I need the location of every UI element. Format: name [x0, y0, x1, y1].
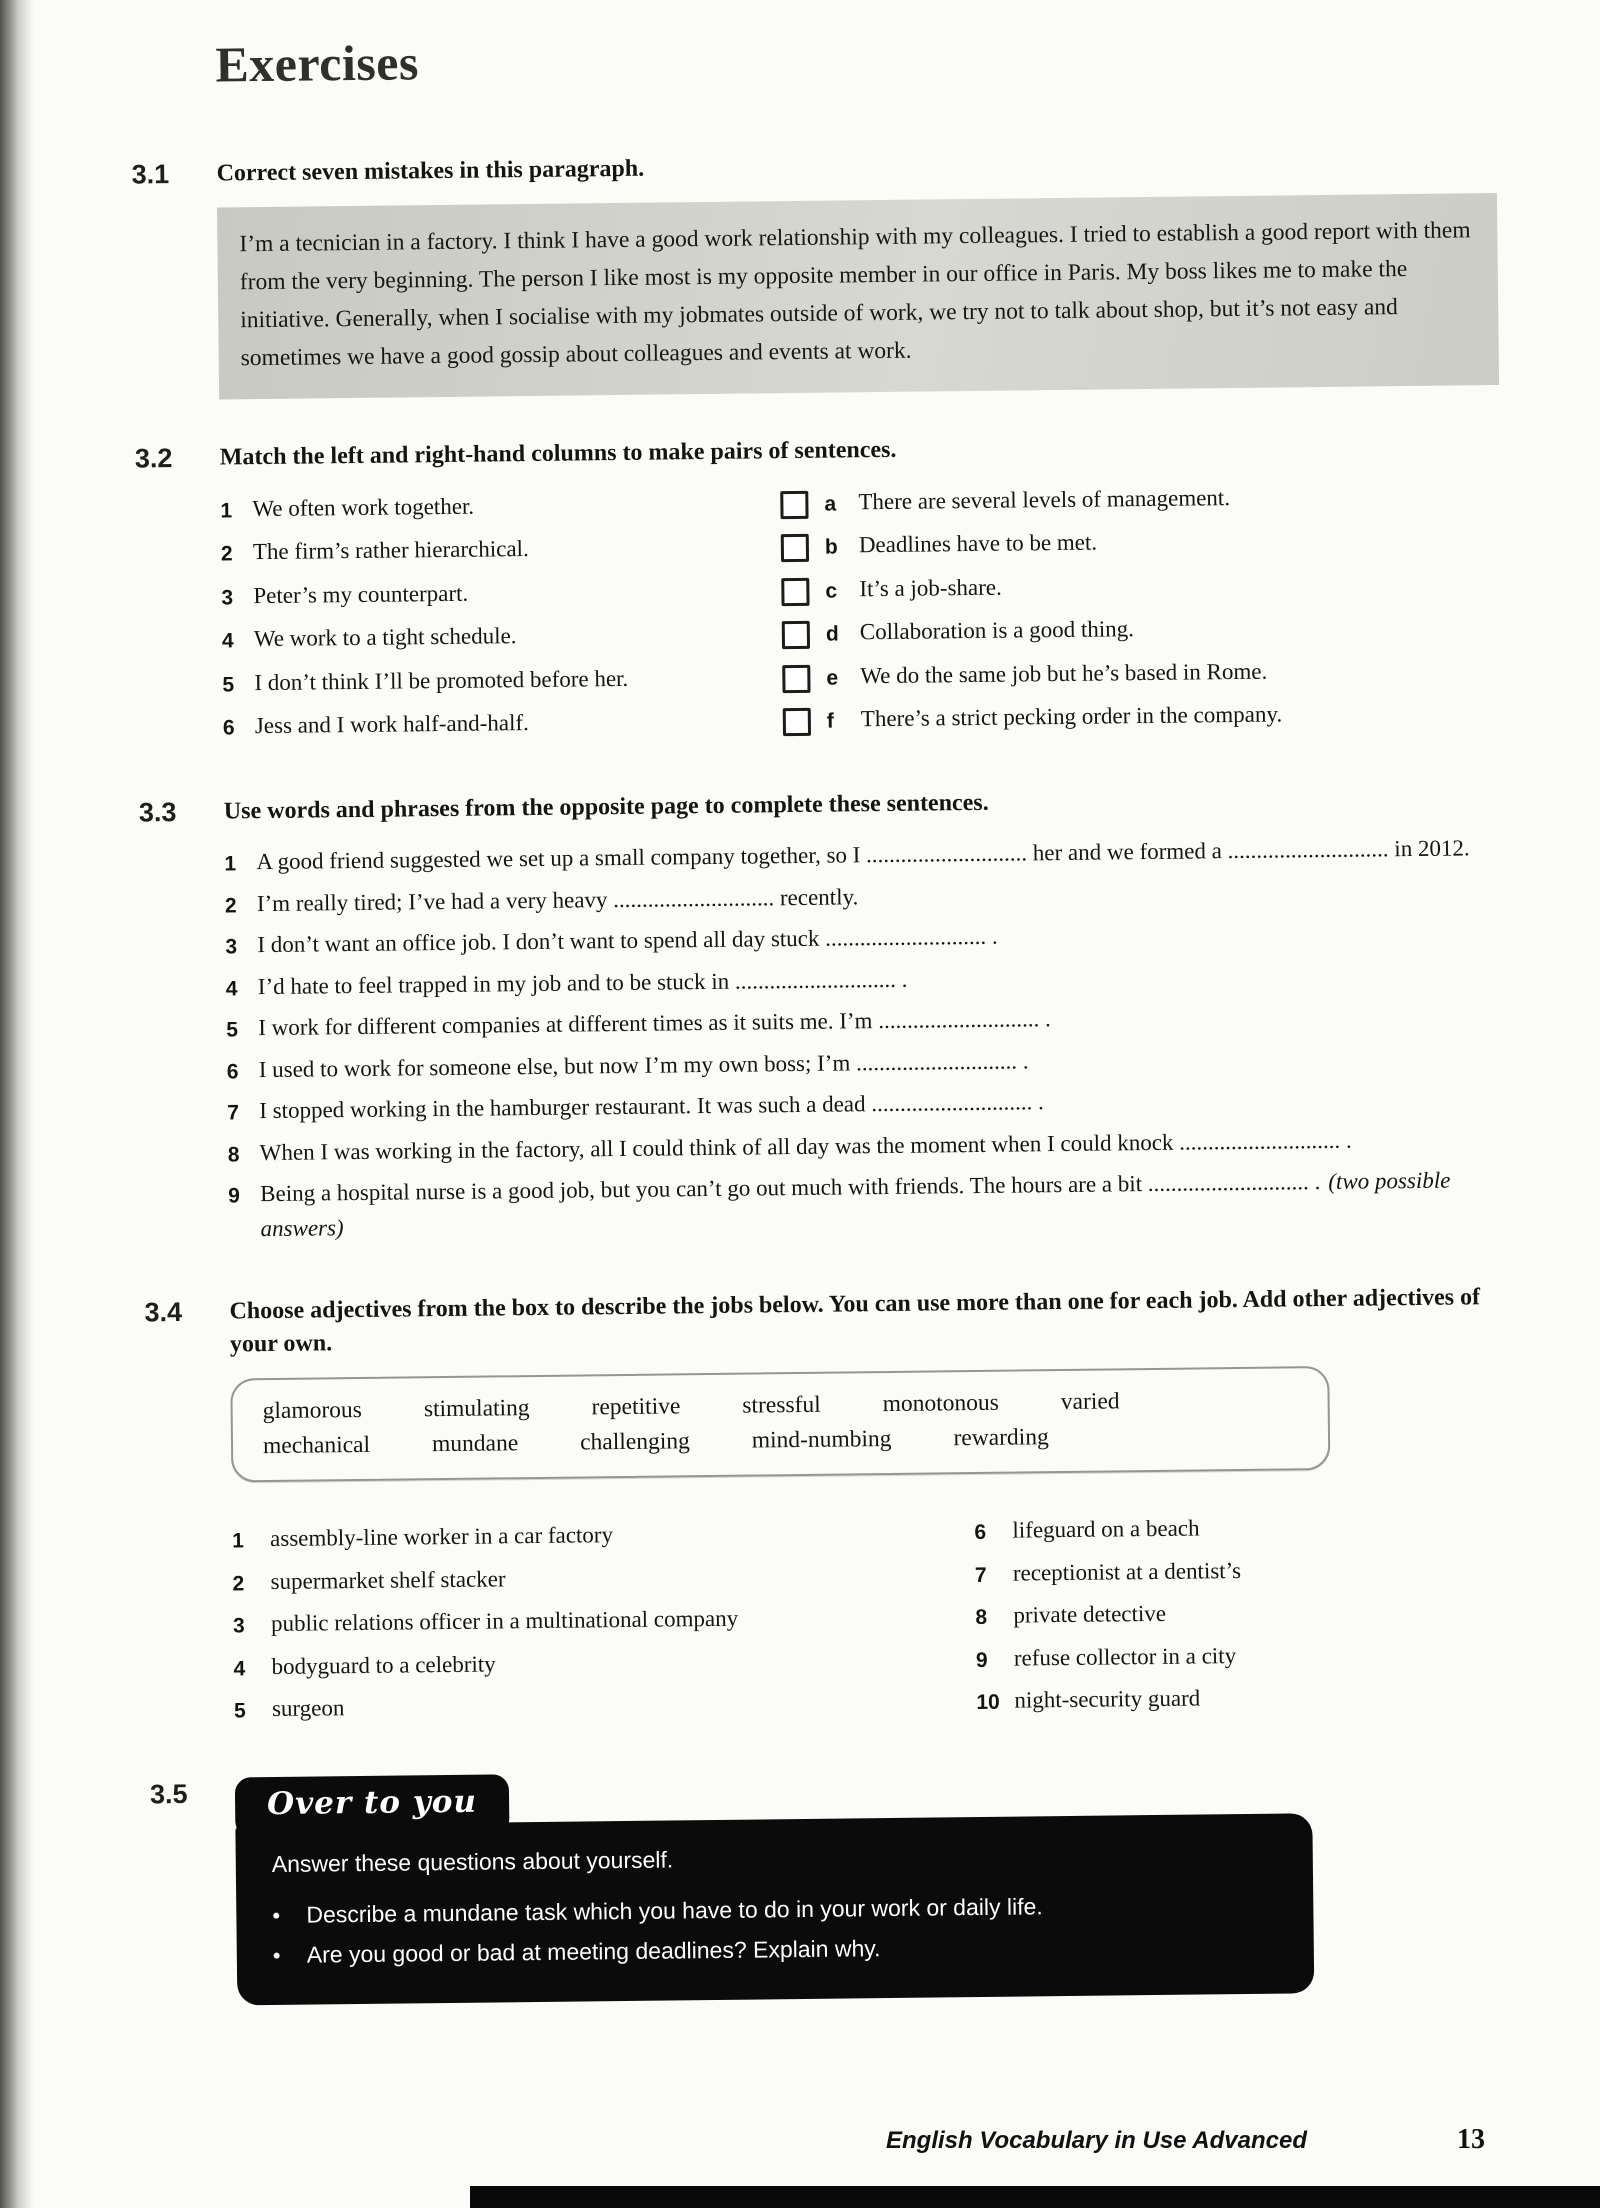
exercise-instruction: Correct seven mistakes in this paragraph. [216, 155, 645, 187]
item-number: 3 [221, 586, 234, 610]
match-left-item [220, 486, 765, 527]
mistakes-paragraph: I’m a tecnician in a factory. I think I have a good work relationship with my colleagues. I tried to establish a good report with them from the very beginning. The person I like most is my opposite member in our office in Paris. My boss likes me to make the initiative. Generally, when I socialise with my jobmates outside of work, we try not to talk about shop, but it’s not easy and sometimes we have a good gossip about colleagues and events at work. [217, 193, 1499, 400]
match-right-item [782, 652, 1502, 695]
fill-in-item [225, 873, 1505, 922]
fill-in-item [224, 831, 1504, 880]
job-item [233, 1642, 976, 1685]
item-number: 1 [224, 852, 237, 876]
item-number: 4 [225, 977, 238, 1001]
item-text: I don’t want an office job. I don’t want to spend all day stuck ............................ . [257, 923, 998, 958]
exercise-number: 3.5 [149, 1778, 188, 1810]
page-title: Exercises [215, 34, 420, 93]
fill-in-item [225, 914, 1505, 963]
item-number: 2 [232, 1572, 245, 1596]
item-text: Deadlines have to be met. [858, 529, 1098, 558]
item-number: 5 [226, 1018, 239, 1042]
item-text: There are several levels of management. [858, 484, 1231, 515]
item-number: 5 [222, 673, 235, 697]
bullet-text: Are you good or bad at meeting deadlines? Explain why. [306, 1935, 881, 1969]
exercise-number: 3.4 [144, 1297, 183, 1328]
exercise-3-3 [139, 781, 1509, 1255]
item-text: I’d hate to feel trapped in my job and to be stuck in ............................ . [257, 966, 908, 999]
over-to-you-intro: Answer these questions about yourself. [271, 1846, 674, 1878]
answer-checkbox [782, 665, 810, 693]
item-text: I stopped working in the hamburger restaurant. It was such a dead ............................ . [259, 1089, 1044, 1124]
job-item [234, 1684, 977, 1727]
item-text: I work for different companies at different times as it suits me. I’m ............................ . [258, 1006, 1051, 1041]
item-number: 6 [974, 1521, 987, 1545]
item-text: The firm’s rather hierarchical. [252, 536, 529, 565]
job-item [976, 1636, 1514, 1677]
answer-checkbox [781, 578, 809, 606]
item-text: public relations officer in a multinational company [270, 1606, 739, 1637]
item-text: lifeguard on a beach [1012, 1515, 1200, 1544]
item-text: When I was working in the factory, all I could think of all day was the moment when I could knock ............................ . [259, 1127, 1352, 1165]
adjective: challenging [580, 1428, 690, 1456]
item-letter: d [825, 622, 839, 646]
page-footer [886, 2124, 1485, 2156]
item-letter: b [824, 535, 838, 559]
match-left-column [220, 486, 768, 753]
job-item [974, 1508, 1512, 1549]
match-left-item [221, 530, 766, 571]
fill-in-item [228, 1163, 1509, 1247]
exercise-3-1 [131, 143, 1499, 401]
item-text: refuse collector in a city [1013, 1643, 1237, 1671]
item-text: It’s a job-share. [859, 574, 1002, 602]
scan-bottom-artifact [470, 2186, 1600, 2208]
book-title: English Vocabulary in Use Advanced [885, 2127, 1307, 2154]
item-text: There’s a strict pecking order in the company. [860, 701, 1283, 732]
scan-edge-shadow [0, 0, 34, 2208]
page-number: 13 [1457, 2124, 1485, 2155]
item-text: We often work together. [252, 493, 475, 521]
job-item [975, 1551, 1513, 1592]
item-text: Peter’s my counterpart. [253, 580, 469, 608]
adjective: stressful [742, 1391, 821, 1419]
fill-in-item [227, 1039, 1507, 1088]
item-number: 10 [976, 1691, 1000, 1715]
item-text: bodyguard to a celebrity [271, 1651, 496, 1679]
bullet-item [272, 1887, 1277, 1933]
over-to-you-box [235, 1814, 1314, 2006]
exercise-instruction: Use words and phrases from the opposite page to complete these sentences. [223, 789, 989, 825]
item-number: 4 [221, 629, 234, 653]
job-item [975, 1593, 1513, 1634]
item-text: We work to a tight schedule. [253, 623, 517, 652]
item-text [260, 1163, 1509, 1246]
item-text: I used to work for someone else, but now I’m my own boss; I’m ............................ . [258, 1048, 1029, 1082]
item-text: receptionist at a dentist’s [1012, 1557, 1242, 1586]
item-number: 4 [233, 1657, 246, 1681]
answer-checkbox [781, 534, 809, 562]
item-letter: a [824, 492, 837, 516]
job-item [232, 1557, 975, 1600]
item-text: private detective [1013, 1601, 1167, 1629]
match-left-item [222, 660, 767, 701]
item-number: 9 [975, 1648, 988, 1672]
item-number: 3 [232, 1614, 245, 1638]
item-text: surgeon [271, 1695, 345, 1722]
exercise-instruction: Choose adjectives from the box to describe the jobs below. You can use more than one for each job. Add other adjectives of your own. [229, 1284, 1481, 1358]
adjective: mundane [431, 1430, 519, 1458]
job-item [232, 1514, 975, 1557]
bullet-text: Describe a mundane task which you have to do in your work or daily life. [306, 1893, 1043, 1928]
match-right-item [780, 478, 1500, 521]
item-number: 8 [975, 1606, 988, 1630]
item-number: 1 [220, 499, 233, 523]
match-right-item [781, 521, 1501, 564]
item-text: A good friend suggested we set up a small company together, so I ............................ her and we formed a ............................ in 2012. [256, 835, 1470, 875]
item-text: Jess and I work half-and-half. [254, 710, 530, 739]
adjective: stimulating [423, 1395, 530, 1423]
item-number: 8 [227, 1143, 240, 1167]
job-item [233, 1599, 976, 1642]
item-text: I’m really tired; I’ve had a very heavy ............................ recently. [256, 883, 859, 916]
adjective: repetitive [591, 1393, 681, 1421]
item-letter: f [826, 709, 834, 733]
item-number: 5 [233, 1699, 246, 1723]
fill-in-item [226, 997, 1506, 1046]
item-number: 3 [225, 935, 238, 959]
fill-in-item [226, 956, 1506, 1005]
item-number: 7 [227, 1101, 240, 1125]
item-text: Collaboration is a good thing. [859, 616, 1135, 645]
exercise-3-5 [150, 1763, 1517, 2006]
item-text: I don’t think I’ll be promoted before her. [254, 665, 629, 695]
match-left-item [221, 573, 766, 614]
adjective: rewarding [953, 1424, 1049, 1452]
item-number: 9 [228, 1184, 241, 1208]
item-number: 2 [220, 542, 233, 566]
item-letter: c [825, 579, 838, 603]
match-right-item [781, 565, 1501, 608]
over-to-you-tab: Over to you [235, 1774, 510, 1838]
answer-checkbox [782, 621, 810, 649]
answer-checkbox [780, 491, 808, 519]
bullet-icon: • [272, 1902, 281, 1928]
item-number: 6 [222, 716, 235, 740]
item-text: assembly-line worker in a car factory [269, 1522, 614, 1552]
page-content [130, 21, 1518, 2048]
bullet-icon: • [272, 1943, 281, 1969]
match-left-item [223, 704, 768, 745]
fill-in-item [227, 1080, 1507, 1129]
exercise-number: 3.3 [138, 796, 177, 828]
item-number: 6 [226, 1060, 239, 1084]
adjective-box [230, 1366, 1330, 1483]
match-left-item [222, 617, 767, 658]
match-right-item [782, 608, 1502, 651]
exercise-3-4 [144, 1281, 1514, 1736]
adjective: monotonous [882, 1389, 1000, 1418]
item-number: 2 [224, 894, 237, 918]
match-right-column [780, 478, 1503, 747]
exercise-instruction: Match the left and right-hand columns to make pairs of sentences. [219, 437, 897, 471]
answer-checkbox [783, 708, 811, 736]
item-text: We do the same job but he’s based in Rome. [860, 658, 1268, 689]
adjective: varied [1060, 1388, 1120, 1415]
item-text: supermarket shelf stacker [270, 1566, 506, 1594]
match-right-item [783, 695, 1503, 738]
item-text-main: Being a hospital nurse is a good job, but you can’t go out much with friends. The hours are a bit ............................ . [260, 1169, 1321, 1207]
job-item [976, 1678, 1514, 1719]
item-text: night-security guard [1014, 1685, 1201, 1714]
fill-in-item [228, 1122, 1508, 1171]
exercise-3-2 [135, 427, 1503, 754]
adjective: glamorous [262, 1396, 363, 1425]
item-number: 1 [231, 1529, 244, 1553]
exercise-number: 3.2 [134, 443, 173, 474]
exercise-number: 3.1 [131, 159, 170, 190]
item-letter: e [826, 666, 839, 690]
adjective: mind-numbing [751, 1426, 892, 1454]
item-number: 7 [974, 1563, 987, 1587]
jobs-right-column [974, 1508, 1514, 1727]
bullet-item [273, 1927, 1278, 1973]
item-note: (two possible answers) [260, 1167, 1451, 1241]
jobs-left-column [232, 1514, 977, 1735]
adjective: mechanical [262, 1432, 371, 1460]
